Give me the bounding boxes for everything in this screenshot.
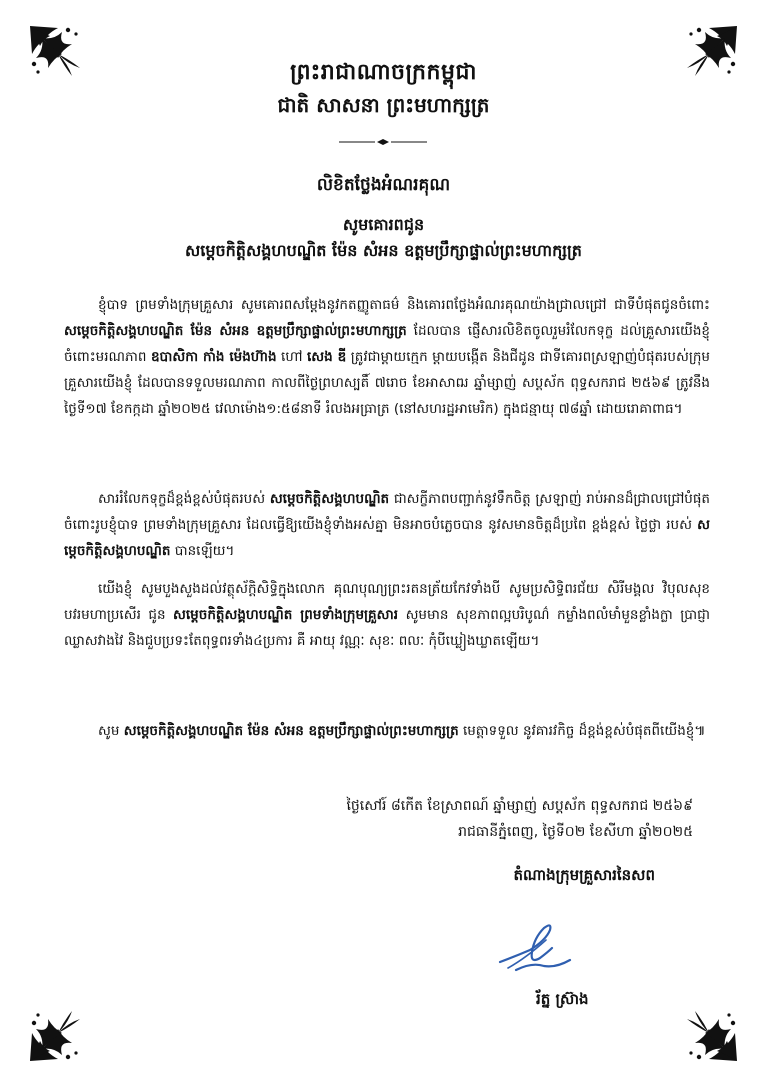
place-and-date: រាជធានីភ្នំពេញ, ថ្ងៃទី០២ ខែសីហា ឆ្នាំ២០២៥	[458, 824, 693, 840]
paragraph-3	[64, 576, 710, 654]
national-motto: ជាតិ សាសនា ព្រះមហាក្សត្រ	[277, 93, 490, 117]
text-run: សូមមាន សុខភាពល្អបរិបូណ៌ កម្លាំងពលំមាំមួនខ្លាំងក្លា ប្រាជ្ញាឈ្លាសវាងវៃ និងជួបប្រទះតែពុទ្ធពរទាំង៤ប្រការ គឺ អាយុ វណ្ណៈ សុខៈ ពលៈ កុំបីឃ្លៀងឃ្លាតឡើយ។	[64, 607, 710, 649]
signatory-role: តំណាងក្រុមគ្រួសារនៃសព	[513, 866, 655, 884]
text-run: សាររំលែកទុក្ខដ៏ខ្ពង់ខ្ពស់បំផុតរបស់	[98, 491, 270, 507]
bold-run: សេង ឌី	[307, 349, 347, 365]
kingdom-heading: ព្រះរាជាណាចក្រកម្ពុជា	[290, 60, 477, 85]
text-run: ត្រូវជាម្តាយក្មេក ម្តាយបង្កើត និងជីដូន ជាទីគោរពស្រឡាញ់បំផុតរបស់ក្រុមគ្រួសារយើងខ្ញុំ ដែលបានទទួលមរណភាព កាលពីថ្ងៃព្រហស្បតិ៍ ៧រោច ខែអាសាឍ ឆ្នាំម្សាញ់ សប្តស័ក ពុទ្ធសករាជ ២៥៦៩ ត្រូវនឹងថ្ងៃទី១៧ ខែកក្កដា ឆ្នាំ២០២៥ វេលាម៉ោង១:៥៨នាទី រំលងអធ្រាត្រ (នៅសហរដ្ឋអាមេរិក) ក្នុងជន្មាយុ ៧៨ឆ្នាំ ដោយរោគាពាធ។	[64, 349, 710, 417]
letter-title: លិខិតថ្លែងអំណរគុណ	[316, 175, 451, 195]
lunar-date: ថ្ងៃសៅរ៍ ៨កើត ខែស្រាពណ៍ ឆ្នាំម្សាញ់ សប្តស័ក ពុទ្ធសករាជ ២៥៦៩	[346, 798, 693, 814]
text-run: ជាសក្ខីភាពបញ្ជាក់នូវទឹកចិត្ត ស្រឡាញ់ រាប់អានដ៏ជ្រាលជ្រៅបំផុត ចំពោះរូបខ្ញុំបាទ ព្រមទាំងក្រុមគ្រួសារ ដែលធ្វើឱ្យយើងខ្ញុំទាំងអស់គ្នា មិនអាចបំភ្លេចបាន នូវសមានចិត្តដ៏ប្រពៃ ខ្ពង់ខ្ពស់ ថ្លៃថ្លា របស់	[64, 491, 710, 533]
bold-run: សម្តេចកិត្តិសង្គហបណ្ឌិត	[64, 517, 710, 559]
paragraph-1	[64, 292, 710, 422]
bold-run: សម្តេចកិត្តិសង្គហបណ្ឌិត	[269, 491, 390, 507]
text-run: បានឡើយ។	[170, 543, 235, 559]
text-run: ដែលបាន ផ្ញើសារលិខិតចូលរួមរំលែកទុក្ខ ដល់គ្រួសារយើងខ្ញុំ ចំពោះមរណភាព	[64, 323, 710, 365]
signatory-name: រ័ត្ន ស្រ៊ាង	[536, 990, 589, 1008]
text-run: មេត្តាទទួល នូវគារវកិច្ច ដ៏ខ្ពង់ខ្ពស់បំផុតពីយើងខ្ញុំ៕	[458, 723, 706, 739]
salutation-line: សូមគោរពជូន	[342, 215, 425, 234]
text-run: សូម	[98, 723, 124, 739]
handwritten-signature	[486, 910, 586, 984]
recipient-name: សម្តេចកិត្តិសង្គហបណ្ឌិត ម៉ែន សំអន ឧត្តមប្រឹក្សាផ្ទាល់ព្រះមហាក្សត្រ	[185, 241, 582, 260]
text-run: យើងខ្ញុំ សូមបួងសួងដល់វត្ថុស័ក្តិសិទ្ធិក្នុងលោក គុណបុណ្យព្រះរតនត្រ័យកែវទាំងបី សូមប្រសិទ្ធិពរជ័យ សិរីមង្គល វិបុលសុខ បវរមហាប្រសើរ ជូន	[64, 581, 710, 623]
bold-run: ឧបាសិកា កាំង ម៉េងហ៊ាង	[150, 349, 277, 365]
corner-ornament-icon	[673, 997, 739, 1063]
paragraph-4	[64, 718, 710, 744]
bold-run: សម្តេចកិត្តិសង្គហបណ្ឌិត ព្រមទាំងក្រុមគ្រួសារ	[173, 607, 399, 623]
bold-run: សម្តេចកិត្តិសង្គហបណ្ឌិត ម៉ែន សំអន ឧត្តមប្រឹក្សាផ្ទាល់ព្រះមហាក្សត្រ	[64, 323, 407, 339]
corner-ornament-icon	[28, 997, 94, 1063]
ornamental-divider-icon	[337, 138, 429, 146]
text-run: ហៅ	[276, 349, 308, 365]
paragraph-2	[64, 486, 710, 564]
bold-run: សម្តេចកិត្តិសង្គហបណ្ឌិត ម៉ែន សំអន ឧត្តមប្រឹក្សាផ្ទាល់ព្រះមហាក្សត្រ	[123, 723, 459, 739]
text-run: ខ្ញុំបាទ ព្រមទាំងក្រុមគ្រួសារ សូមគោរពសម្តែងនូវកតញ្ញូតាធម៌ និងគោរពថ្លែងអំណរគុណយ៉ាងជ្រាលជ្រៅ ជាទីបំផុតជូនចំពោះ	[98, 297, 710, 313]
